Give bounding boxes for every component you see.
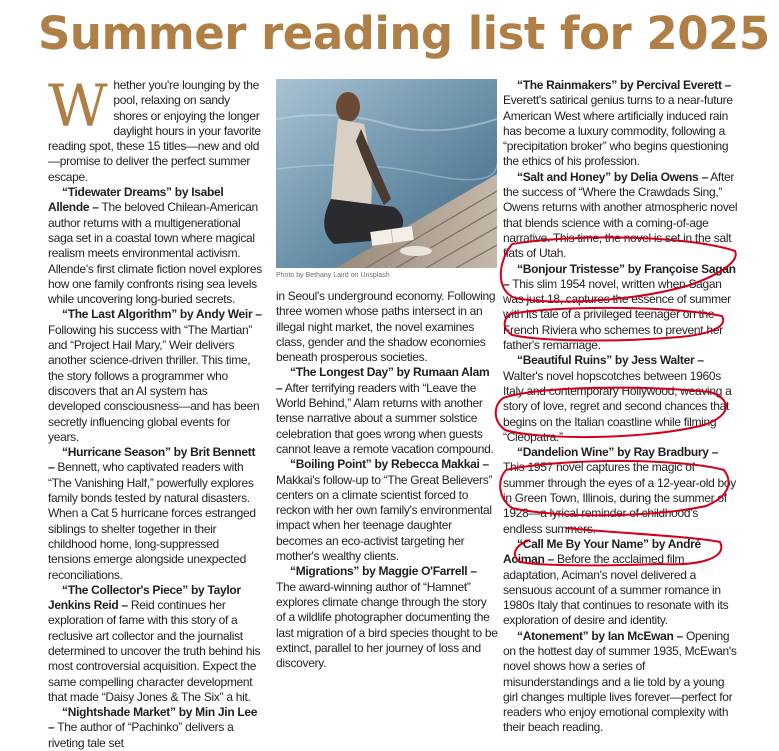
book-entry <box>503 170 739 262</box>
book-entry <box>503 78 739 170</box>
book-heading: “The Rainmakers” by Percival Everett – <box>517 78 732 92</box>
book-entry <box>503 353 739 445</box>
book-heading: “Salt and Honey” by Delia Owens – <box>517 169 708 184</box>
book-description: in Seoul's underground economy. Following three women whose paths intersect in an illegal night market, the novel examines class, gender and the shadow economies beneath prosperous societies. <box>276 289 496 365</box>
book-description: This slim 1954 novel, written when Sagan was just 18, captures the essence of summer with its tale of a privileged teenager on the French Riviera who schemes to prevent her father's remarriage. <box>503 276 731 353</box>
book-description: The beloved Chilean-American author returns with a multigenerational saga set in a coastal town where magical realism meets environmental activism. Allende's first climate fiction novel explores how one family confronts rising sea levels while uncovering long-buried secrets. <box>48 200 262 307</box>
book-heading: “The Collector's Piece” by Taylor Jenkins Reid – <box>48 582 241 613</box>
book-description: Makkai's follow-up to “The Great Believers” centers on a climate scientist forced to reckon with her own family's environmental impact when her teenage daughter becomes an eco-activist targeting her mother's wealthy clients. <box>276 472 493 564</box>
intro-paragraph <box>48 72 262 185</box>
book-description: Before the acclaimed film adaptation, Aciman's novel delivered a sensuous account of a summer romance in 1980s Italy that continues to resonate with its exploration of desire and identity. <box>503 552 729 628</box>
book-description: Everett's satirical genius turns to a near-future American West where artificially induced rain has become a luxury commodity, following a “precipitation broker” who begins questioning the ethics of his profession. <box>503 93 733 169</box>
drop-cap: W <box>48 72 108 140</box>
book-entry <box>48 583 262 705</box>
column-left <box>48 72 262 751</box>
book-description: The author of “Pachinko” delivers a riveting tale set <box>48 720 234 750</box>
book-entry <box>276 564 498 671</box>
book-entry <box>48 307 262 445</box>
book-entry <box>503 445 739 537</box>
book-entry <box>48 445 262 583</box>
photo-credit: Photo by Bethany Laird on Unsplash <box>276 272 390 279</box>
book-heading: “Hurricane Season” by Brit Bennett – <box>48 445 256 475</box>
book-heading: “Beautiful Ruins” by Jess Walter – <box>517 353 704 368</box>
book-description: Walter's novel hopscotches between 1960s Italy and contemporary Hollywood, weaving a story of love, regret and second chances that begins on the Italian coastline while filming “Cleopatra.” <box>503 368 732 444</box>
book-description: The award-winning author of “Hamnet” explores climate change through the story of a wildlife photographer documenting the last migration of a bird species thought to be extinct, parallel to her journey of loss and discovery. <box>276 579 498 671</box>
book-entry <box>503 537 739 629</box>
book-description: Following his success with “The Martian” and “Project Hail Mary,” Weir delivers another science-driven thriller. This time, the story follows a programmer who discovers that an AI system has developed consciousness—and has been secretly influencing global events for years. <box>48 322 260 444</box>
book-heading: “Boiling Point” by Rebecca Makkai – <box>290 457 489 472</box>
book-entry <box>48 705 262 751</box>
book-heading: “Dandelion Wine” by Ray Bradbury – <box>517 445 719 460</box>
book-description: After the success of “Where the Crawdads Sing,” Owens returns with another atmospheric novel that blends science with a coming-of-age narrative. This time, the novel is set in the salt flats of Utah. <box>503 169 738 261</box>
column-right <box>503 78 739 736</box>
book-heading: “Call Me By Your Name” by André Aciman – <box>503 536 701 567</box>
intro-text: hether you're lounging by the pool, relaxing on sandy shores or enjoying the longer daylight hours in your favorite reading spot, these 15 titles—new and old—promise to deliver the perfect summer escape. <box>48 78 261 184</box>
book-entry <box>276 365 498 457</box>
book-heading: “Nightshade Market” by Min Jin Lee – <box>48 705 258 735</box>
book-heading: “Tidewater Dreams” by Isabel Allende – <box>48 185 224 215</box>
book-description: This 1957 novel captures the magic of summer through the eyes of a 12-year-old boy in Green Town, Illinois, during the summer of 1928—a lyrical reminder of childhood's endless summers. <box>503 460 736 536</box>
book-description: Bennett, who captivated readers with “The Vanishing Half,” powerfully explores family bonds tested by natural disasters. When a Cat 5 hurricane forces estranged siblings to shelter together in their childhood home, long-suppressed tensions emerge alongside unexpected reconciliations. <box>48 460 256 582</box>
book-description: After terrifying readers with “Leave the World Behind,” Alam returns with another tense narrative about a summer solstice celebration that goes wrong when guests cannot leave a remote vacation compound. <box>276 380 494 456</box>
book-heading: “Bonjour Tristesse” by Françoise Sagan – <box>503 261 736 291</box>
book-entry <box>503 262 739 354</box>
book-heading: “Atonement” by Ian McEwan – <box>517 628 683 643</box>
woman-reading-on-dock-photo <box>276 79 497 268</box>
book-heading: “Migrations” by Maggie O'Farrell – <box>290 564 477 579</box>
book-heading: “The Longest Day” by Rumaan Alam – <box>276 365 490 395</box>
column-middle <box>276 289 498 671</box>
book-heading: “The Last Algorithm” by Andy Weir – <box>62 307 262 322</box>
book-entry-continued <box>276 289 498 365</box>
book-entry <box>276 457 498 564</box>
book-entry <box>503 629 739 736</box>
book-entry <box>48 185 262 307</box>
book-description: Opening on the hottest day of summer 1935, McEwan's novel shows how a series of misunderstandings and a lie told by a young girl changes multiple lives forever—perfect for readers who enjoy emotional complexity with their beach reading. <box>503 628 737 735</box>
photo-illustration <box>276 79 497 268</box>
book-description: Reid continues her exploration of fame with this story of a reclusive art collector and the journalist determined to uncover the truth behind his most controversial acquisition. Expect the same compelling character development that made “Daisy Jones & The Six” a hit. <box>48 598 261 704</box>
page-title: Summer reading list for 2025 <box>38 7 770 60</box>
